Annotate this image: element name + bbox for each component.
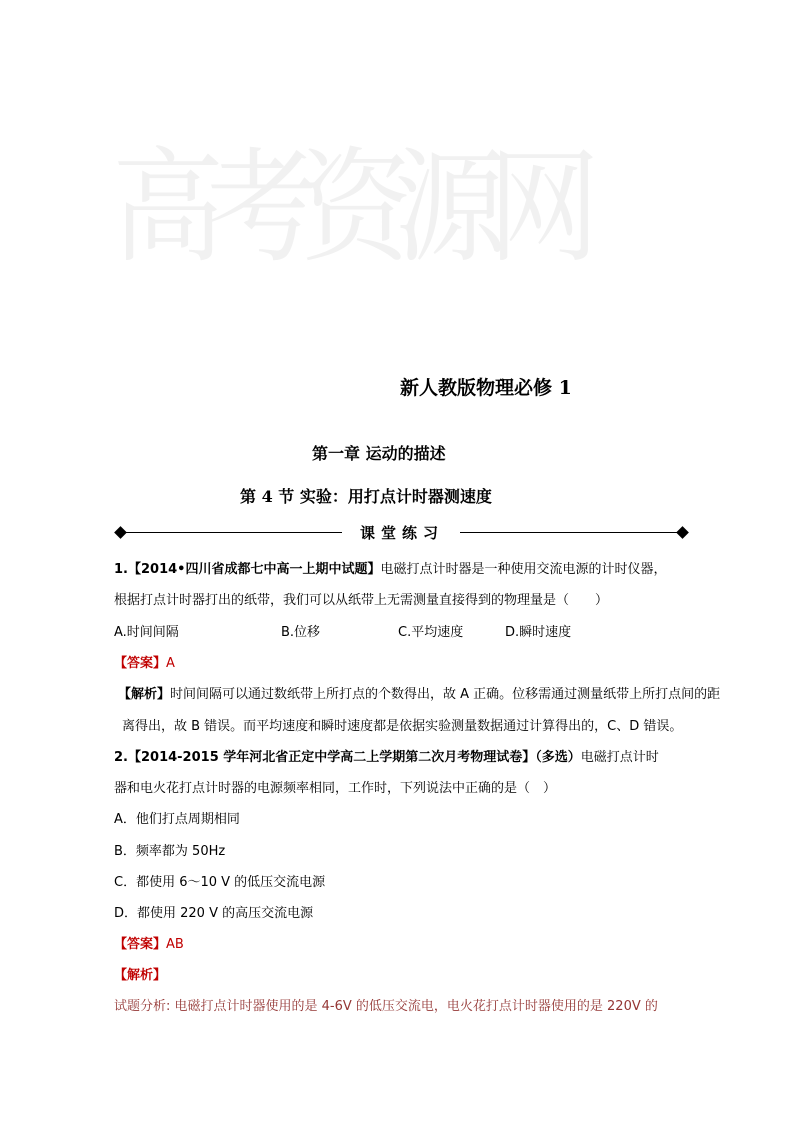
q1-answer-label: 【答案】 [114, 656, 167, 671]
q2-option-b: B．频率都为 50Hz [114, 844, 226, 859]
q2-line-1 [114, 749, 659, 767]
q2-answer [114, 936, 184, 954]
q1-source: 【2014•四川省成都七中高一上期中试题】 [127, 562, 381, 577]
q2-analysis-label: 【解析】 [114, 968, 167, 983]
q1-analysis-text-1: 时间间隔可以通过数纸带上所打点的个数得出，故 A 正确。位移需通过测量纸带上所打点间的距 [170, 687, 721, 702]
q1-answer-value: A [166, 656, 175, 671]
q2-answer-value: AB [166, 937, 184, 952]
q1-option-d: D.瞬时速度 [505, 625, 572, 640]
q1-stem-2: 根据打点计时器打出的纸带，我们可以从纸带上无需测量直接得到的物理量是（ ） [114, 593, 609, 608]
q2-stem-1: 电磁打点计时 [580, 750, 659, 765]
q1-stem-1: 电磁打点计时器是一种使用交流电源的计时仪器， [380, 562, 667, 577]
q1-option-b: B.位移 [281, 625, 321, 640]
q2-option-d: D．都使用 220 V 的高压交流电源 [114, 906, 314, 921]
q2-answer-label: 【答案】 [114, 937, 167, 952]
divider-line-right [460, 532, 682, 533]
q1-number: 1. [114, 562, 128, 577]
q2-tag: （多选） [535, 750, 581, 765]
q1-option-a: A.时间间隔 [114, 625, 179, 640]
q1-answer [114, 655, 175, 673]
q2-analysis-1: 试题分析: 电磁打点计时器使用的是 4-6V 的低压交流电，电火花打点计时器使用的是 220V 的 [114, 999, 658, 1014]
q1-line-1 [114, 561, 667, 579]
q2-stem-2: 器和电火花打点计时器的电源频率相同，工作时，下列说法中正确的是（ ） [114, 781, 557, 796]
divider-line-left [122, 532, 342, 533]
diamond-right-icon [676, 526, 689, 539]
q2-number: 2. [114, 750, 128, 765]
chapter-title: 第一章 运动的描述 [312, 444, 446, 463]
divider-label: 课堂练习 [359, 524, 444, 542]
section-title: 第 4 节 实验：用打点计时器测速度 [240, 487, 492, 506]
q1-analysis-2: 离得出，故 B 错误。而平均速度和瞬时速度都是依据实验测量数据通过计算得出的，C、D 错误。 [122, 719, 683, 734]
book-title: 新人教版物理必修 1 [400, 377, 572, 399]
q1-option-c: C.平均速度 [398, 625, 464, 640]
q2-option-a: A．他们打点周期相同 [114, 812, 240, 827]
q2-source: 【2014-2015 学年河北省正定中学高二上学期第二次月考物理试卷】 [127, 750, 536, 765]
q1-analysis-label: 【解析】 [118, 687, 171, 702]
q1-analysis-1 [118, 686, 720, 704]
section-divider [116, 522, 688, 544]
q2-option-c: C．都使用 6～10 V 的低压交流电源 [114, 875, 326, 890]
watermark-logo: 高考资源网 [112, 136, 582, 280]
